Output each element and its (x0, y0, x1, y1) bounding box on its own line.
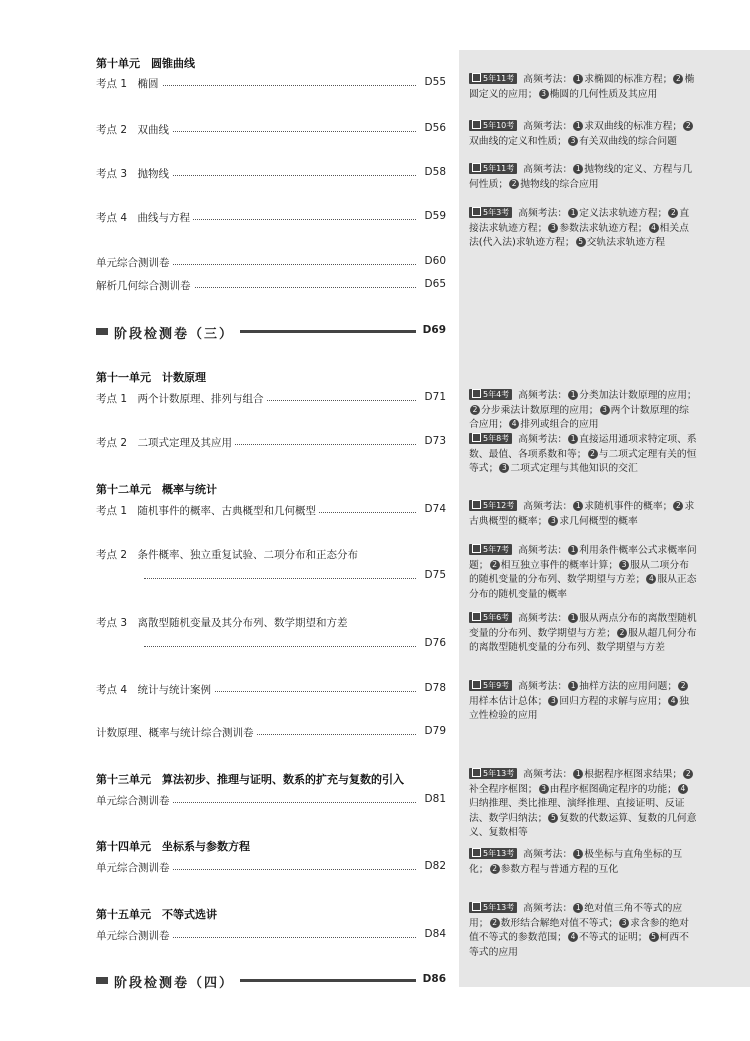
toc-entry-label: 解析几何综合测训卷 (96, 278, 194, 293)
note-text: 由程序框图确定程序的功能； (549, 783, 677, 795)
frequency-badge: 5年10考 (469, 120, 517, 131)
item-number-marker: 2 (678, 681, 688, 691)
toc-entry-page: D58 (422, 166, 446, 178)
item-number-marker: 3 (499, 463, 509, 473)
chart-icon (472, 163, 481, 172)
chart-icon (472, 120, 481, 129)
item-number-marker: 3 (619, 560, 629, 570)
frequency-note (469, 163, 697, 192)
note-text: 交轨法求轨迹方程 (586, 237, 665, 248)
toc-entry[interactable] (96, 166, 446, 180)
note-text: 根据程序框图求结果； (584, 769, 683, 780)
note-text: 椭圆定义的应用； (469, 74, 695, 100)
item-number-marker: 3 (568, 136, 578, 146)
frequency-badge: 5年3考 (469, 207, 512, 218)
toc-entry-label: 考点 1 椭圆 (96, 76, 162, 91)
toc-entry-page: D81 (422, 793, 446, 805)
note-text: 高频考法： (523, 121, 573, 132)
frequency-badge: 5年12考 (469, 500, 517, 511)
frequency-note (469, 73, 697, 102)
item-number-marker: 5 (548, 813, 558, 823)
item-number-marker: 2 (673, 501, 683, 511)
toc-entry-label: 单元综合测训卷 (96, 793, 173, 808)
item-number-marker: 4 (568, 932, 578, 942)
toc-entry-page: D65 (422, 278, 446, 290)
note-text: 相互独立事件的概率计算； (500, 559, 619, 571)
item-number-marker: 2 (617, 628, 627, 638)
toc-entry[interactable] (96, 255, 446, 269)
toc-entry-label: 考点 4 曲线与方程 (96, 210, 193, 225)
toc-entry[interactable] (96, 793, 446, 807)
toc-entry-page: D56 (422, 122, 446, 134)
item-number-marker: 5 (576, 237, 586, 247)
frequency-note (469, 120, 697, 149)
item-number-marker: 2 (668, 208, 678, 218)
item-number-marker: 2 (509, 179, 519, 189)
note-text: 服从正态分布的随机变量的概率 (469, 574, 697, 600)
toc-entry-page: D76 (422, 637, 446, 649)
note-text: 高频考法： (523, 849, 573, 860)
chart-icon (472, 433, 481, 442)
item-number-marker: 4 (649, 223, 659, 233)
unit-heading: 第十三单元 算法初步、推理与证明、数系的扩充与复数的引入 (96, 773, 404, 786)
toc-entry-page: D79 (422, 725, 446, 737)
toc-entry[interactable] (144, 569, 446, 583)
item-number-marker: 2 (470, 405, 480, 415)
note-text: 高频考法： (518, 545, 568, 556)
frequency-badge: 5年13考 (469, 848, 517, 859)
stage-test-title: 阶段检测卷（三） (114, 323, 240, 342)
note-text: 椭圆的几何性质及其应用 (549, 88, 658, 100)
toc-entry-label: 单元综合测训卷 (96, 860, 173, 875)
note-text: 定义法求轨迹方程； (579, 208, 668, 219)
frequency-badge: 5年8考 (469, 433, 512, 444)
note-text: 独立性检验的应用 (469, 695, 689, 721)
item-number-marker: 1 (568, 434, 578, 444)
frequency-badge: 5年11考 (469, 163, 517, 174)
item-number-marker: 1 (573, 74, 583, 84)
stage-test-title: 阶段检测卷（四） (114, 972, 240, 991)
toc-entry-label: 考点 2 二项式定理及其应用 (96, 435, 235, 450)
item-number-marker: 1 (568, 545, 578, 555)
chart-icon (472, 848, 481, 857)
frequency-note (469, 612, 697, 656)
toc-entry-label: 考点 1 两个计数原理、排列与组合 (96, 391, 267, 406)
toc-entry-page: D74 (422, 503, 446, 515)
frequency-badge: 5年13考 (469, 902, 517, 913)
chart-icon (472, 902, 481, 911)
item-number-marker: 1 (568, 681, 578, 691)
stage-test-page: D86 (419, 973, 446, 985)
chart-icon (472, 500, 481, 509)
note-text: 求双曲线的标准方程； (584, 121, 683, 132)
frequency-note (469, 768, 697, 841)
note-text: 回归方程的求解与应用； (559, 695, 668, 707)
toc-entry-page: D82 (422, 860, 446, 872)
frequency-badge: 5年4考 (469, 389, 512, 400)
toc-entry-label: 单元综合测训卷 (96, 255, 173, 270)
toc-entry-label: 考点 2 双曲线 (96, 122, 172, 137)
note-text: 有关双曲线的综合问题 (578, 135, 677, 147)
chart-icon (472, 544, 481, 553)
item-number-marker: 4 (646, 574, 656, 584)
item-number-marker: 1 (573, 769, 583, 779)
item-number-marker: 4 (668, 696, 678, 706)
toc-entry[interactable] (96, 278, 446, 292)
toc-entry-page: D59 (422, 210, 446, 222)
note-text: 抛物线的综合应用 (520, 178, 599, 190)
item-number-marker: 1 (573, 903, 583, 913)
note-text: 数形结合解绝对值不等式； (500, 917, 619, 929)
note-text: 不等式的证明； (578, 932, 648, 943)
unit-heading: 第十单元 圆锥曲线 (96, 57, 195, 70)
note-text: 求椭圆的标准方程； (584, 74, 673, 85)
toc-entry[interactable] (96, 435, 446, 449)
note-text: 高频考法： (518, 434, 568, 445)
note-text: 排列或组合的应用 (520, 419, 599, 430)
item-number-marker: 2 (683, 121, 693, 131)
toc-entry-page: D60 (422, 255, 446, 267)
note-text: 利用条件概率公式求概率问题； (469, 545, 697, 571)
note-text: 用样本估计总体； (469, 695, 548, 707)
item-number-marker: 4 (678, 784, 688, 794)
note-text: 抽样方法的应用问题； (579, 681, 678, 692)
frequency-badge: 5年6考 (469, 612, 512, 623)
item-number-marker: 1 (573, 121, 583, 131)
item-number-marker: 3 (548, 516, 558, 526)
note-text: 归纳推理、类比推理、演绎推理、直接证明、反证法、数学归纳法； (469, 798, 685, 824)
note-text: 高频考法： (523, 769, 573, 780)
toc-entry-label: 考点 3 离散型随机变量及其分布列、数学期望和方差 (96, 617, 348, 629)
note-text: 柯西不等式的应用 (469, 932, 689, 958)
item-number-marker: 3 (539, 784, 549, 794)
chart-icon (472, 768, 481, 777)
unit-heading: 第十四单元 坐标系与参数方程 (96, 840, 250, 853)
note-text: 求含参的绝对值不等式的参数范围； (469, 917, 689, 943)
item-number-marker: 1 (568, 613, 578, 623)
stage-test-page: D69 (419, 324, 446, 336)
item-number-marker: 1 (573, 849, 583, 859)
note-text: 高频考法： (523, 501, 573, 512)
unit-heading: 第十一单元 计数原理 (96, 371, 206, 384)
item-number-marker: 1 (573, 164, 583, 174)
frequency-note (469, 389, 697, 433)
chart-icon (472, 207, 481, 216)
note-text: 高频考法： (523, 903, 573, 914)
chart-icon (472, 612, 481, 621)
toc-entry[interactable] (96, 76, 446, 90)
note-text: 分类加法计数原理的应用； (579, 390, 697, 401)
frequency-note (469, 680, 697, 724)
note-text: 高频考法： (518, 681, 568, 692)
note-text: 两个计数原理的综合应用； (469, 404, 689, 430)
item-number-marker: 1 (568, 390, 578, 400)
toc-entry[interactable] (96, 503, 446, 517)
toc-entry-page: D78 (422, 682, 446, 694)
toc-entry[interactable] (96, 860, 446, 874)
item-number-marker: 5 (649, 932, 659, 942)
note-text: 服从超几何分布的离散型随机变量的分布列、数学期望与方差 (469, 627, 697, 653)
item-number-marker: 3 (619, 918, 629, 928)
frequency-note (469, 433, 697, 477)
note-text: 极坐标与直角坐标的互化； (469, 849, 683, 875)
note-text: 直接法求轨迹方程； (469, 208, 690, 234)
note-text: 高频考法： (518, 208, 568, 219)
frequency-note (469, 544, 697, 602)
stage-test-heading[interactable] (96, 323, 446, 341)
note-text: 参数方程与普通方程的互化 (500, 863, 619, 875)
item-number-marker: 3 (539, 89, 549, 99)
frequency-badge: 5年13考 (469, 768, 517, 779)
note-text: 抛物线的定义、方程与几何性质； (469, 164, 693, 190)
item-number-marker: 3 (600, 405, 610, 415)
note-text: 参数法求轨迹方程； (559, 222, 648, 234)
toc-entry-label: 考点 4 统计与统计案例 (96, 682, 214, 697)
toc-entry-label: 考点 1 随机事件的概率、古典概型和几何概型 (96, 503, 319, 518)
note-text: 复数的代数运算、复数的几何意义、复数相等 (469, 812, 697, 838)
toc-entry-page: D84 (422, 928, 446, 940)
note-text: 服从二项分布的随机变量的分布列、数学期望与方差； (469, 559, 689, 585)
chart-icon (472, 73, 481, 82)
item-number-marker: 2 (683, 769, 693, 779)
note-text: 高频考法： (518, 390, 568, 401)
chart-icon (472, 680, 481, 689)
toc-entry[interactable] (96, 928, 446, 942)
toc-entry[interactable] (96, 391, 446, 405)
item-number-marker: 1 (568, 208, 578, 218)
item-number-marker: 1 (573, 501, 583, 511)
bottom-margin (0, 987, 750, 1041)
stage-test-heading[interactable] (96, 972, 446, 990)
note-text: 相关点法(代入法)求轨迹方程； (469, 222, 689, 248)
frequency-badge: 5年9考 (469, 680, 512, 691)
frequency-note (469, 902, 697, 960)
frequency-note (469, 500, 697, 529)
chart-icon (472, 389, 481, 398)
toc-entry-label: 考点 2 条件概率、独立重复试验、二项分布和正态分布 (96, 549, 359, 561)
item-number-marker: 4 (509, 419, 519, 429)
item-number-marker: 2 (490, 918, 500, 928)
item-number-marker: 2 (490, 560, 500, 570)
unit-heading: 第十五单元 不等式选讲 (96, 908, 217, 921)
frequency-note (469, 848, 697, 877)
unit-heading: 第十二单元 概率与统计 (96, 483, 217, 496)
toc-entry-label: 计数原理、概率与统计综合测训卷 (96, 725, 257, 740)
note-text: 分步乘法计数原理的应用； (481, 404, 599, 416)
note-text: 补全程序框图； (469, 783, 538, 795)
note-text: 直接运用通项求特定项、系数、最值、各项系数和等； (469, 434, 697, 460)
toc-entry[interactable] (96, 682, 446, 696)
toc-entry-label: 考点 3 抛物线 (96, 166, 172, 181)
toc-entry-page: D75 (422, 569, 446, 581)
toc-entry[interactable] (96, 122, 446, 136)
note-text: 求几何概型的概率 (559, 515, 638, 527)
top-margin (0, 0, 750, 50)
note-text: 绝对值三角不等式的应用； (469, 903, 683, 929)
note-text: 高频考法： (518, 613, 568, 624)
toc-entry-page: D55 (422, 76, 446, 88)
item-number-marker: 2 (673, 74, 683, 84)
frequency-note (469, 207, 697, 251)
toc-entry-page: D73 (422, 435, 446, 447)
frequency-badge: 5年7考 (469, 544, 512, 555)
toc-entry[interactable] (144, 637, 446, 651)
item-number-marker: 3 (548, 223, 558, 233)
note-text: 二项式定理与其他知识的交汇 (510, 463, 638, 474)
stage-bar-marker (96, 328, 108, 335)
toc-entry-label: 单元综合测训卷 (96, 928, 173, 943)
toc-entry[interactable] (96, 210, 446, 224)
stage-bar-marker (96, 977, 108, 984)
note-text: 高频考法： (523, 74, 573, 85)
frequency-badge: 5年11考 (469, 73, 517, 84)
item-number-marker: 3 (548, 696, 558, 706)
toc-entry[interactable] (96, 725, 446, 739)
item-number-marker: 2 (490, 864, 500, 874)
note-text: 服从两点分布的离散型随机变量的分布列、数学期望与方差； (469, 613, 697, 639)
toc-entry-page: D71 (422, 391, 446, 403)
note-text: 求古典概型的概率； (469, 501, 695, 527)
note-text: 求随机事件的概率； (584, 501, 673, 512)
item-number-marker: 2 (588, 449, 598, 459)
note-text: 与二项式定理有关的恒等式； (469, 448, 697, 474)
note-text: 双曲线的定义和性质； (469, 135, 567, 147)
note-text: 高频考法： (523, 164, 573, 175)
